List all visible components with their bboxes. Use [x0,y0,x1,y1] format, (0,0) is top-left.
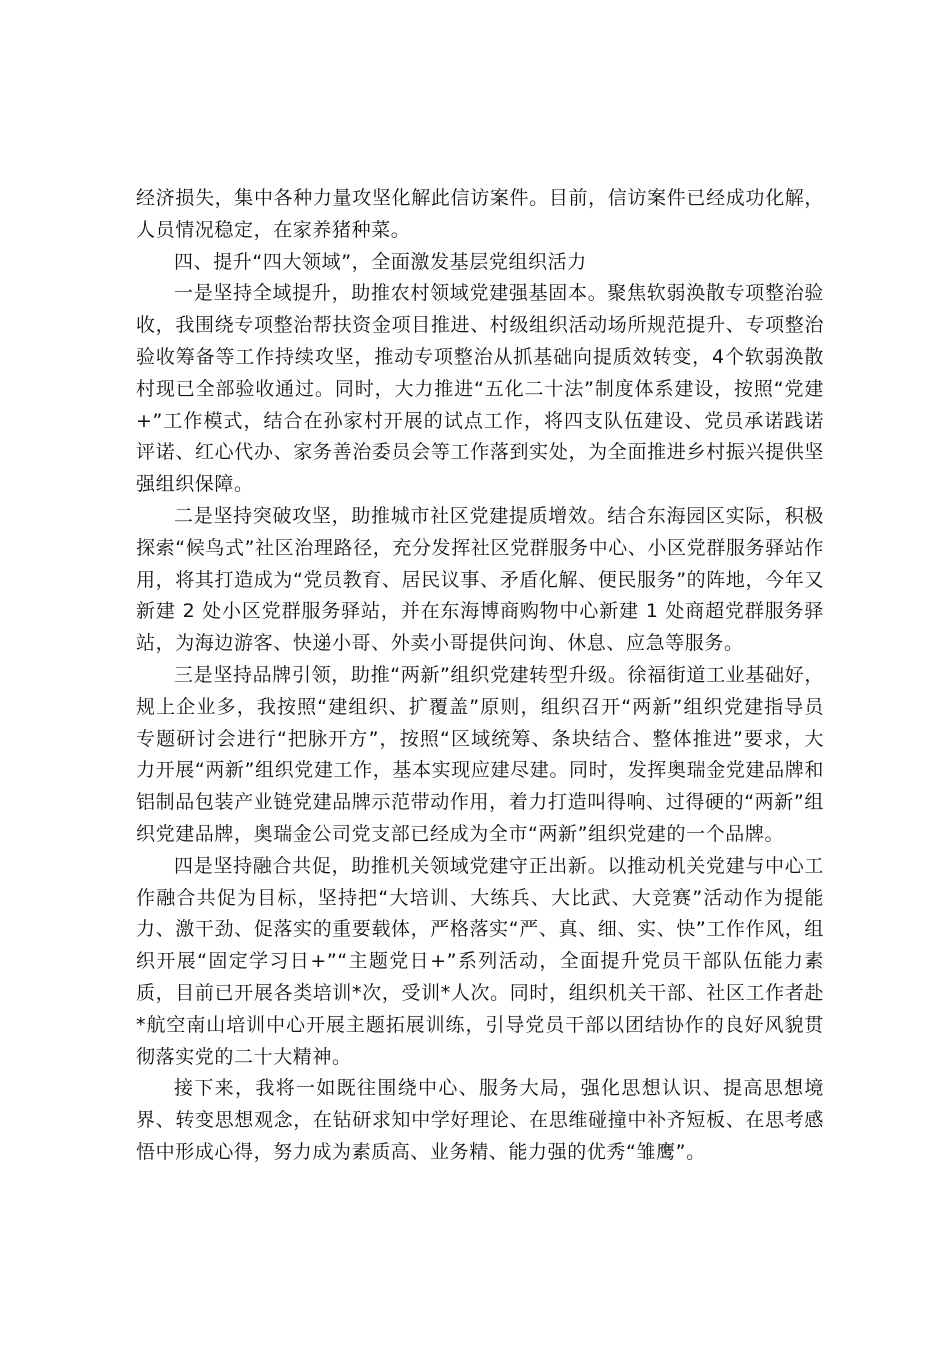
paragraph-rural: 一是坚持全域提升，助推农村领域党建强基固本。聚焦软弱涣散专项整治验收，我围绕专项整治帮扶资金项目推进、村级组织活动场所规范提升、专项整治验收筹备等工作持续攻坚，推动专项整治从抓基础向提质效转变，4个软弱涣散村现已全部验收通过。同时，大力推进“五化二十法”制度体系建设，按照“党建+”工作模式，结合在孙家村开展的试点工作，将四支队伍建设、党员承诺践诺评诺、红心代办、家务善治委员会等工作落到实处，为全面推进乡村振兴提供坚强组织保障。 [136,282,824,496]
paragraph-community: 二是坚持突破攻坚，助推城市社区党建提质增效。结合东海园区实际，积极探索“候鸟式”社区治理路径，充分发挥社区党群服务中心、小区党群服务驿站作用，将其打造成为“党员教育、居民议事、矛盾化解、便民服务”的阵地，今年又新建 2 处小区党群服务驿站，并在东海博商购物中心新建 1 处商超党群服务驿站，为海边游客、快递小哥、外卖小哥提供问询、休息、应急等服务。 [136,504,824,655]
section-heading: 四、提升“四大领域”，全面激发基层党组织活力 [174,250,587,273]
paragraph-organs: 四是坚持融合共促，助推机关领域党建守正出新。以推动机关党建与中心工作融合共促为目标，坚持把“大培训、大练兵、大比武、大竞赛”活动作为提能力、激干劲、促落实的重要载体，严格落实“严、真、细、实、快”工作作风，组织开展“固定学习日+”“主题党日+”系列活动，全面提升党员干部队伍能力素质，目前已开展各类培训*次，受训*人次。同时，组织机关干部、社区工作者赴*航空南山培训中心开展主题拓展训练，引导党员干部以团结协作的良好风貌贯彻落实党的二十大精神。 [136,854,824,1068]
paragraph-two-new: 三是坚持品牌引领，助推“两新”组织党建转型升级。徐福街道工业基础好，规上企业多，我按照“建组织、扩覆盖”原则，组织召开“两新”组织党建指导员专题研讨会进行“把脉开方”，按照“区域统筹、条块结合、整体推进”要求，大力开展“两新”组织党建工作，基本实现应建尽建。同时，发挥奥瑞金党建品牌和铝制品包装产业链党建品牌示范带动作用，着力打造叫得响、过得硬的“两新”组织党建品牌，奥瑞金公司党支部已经成为全市“两新”组织党建的一个品牌。 [136,663,824,845]
document-body [136,183,824,1169]
paragraph-continuation: 经济损失，集中各种力量攻坚化解此信访案件。目前，信访案件已经成功化解，人员情况稳定，在家养猪种菜。 [136,187,824,241]
paragraph-next-steps: 接下来，我将一如既往围绕中心、服务大局，强化思想认识、提高思想境界、转变思想观念，在钻研求知中学好理论、在思维碰撞中补齐短板、在思考感悟中形成心得，努力成为素质高、业务精、能力强的优秀“雏鹰”。 [136,1077,824,1163]
